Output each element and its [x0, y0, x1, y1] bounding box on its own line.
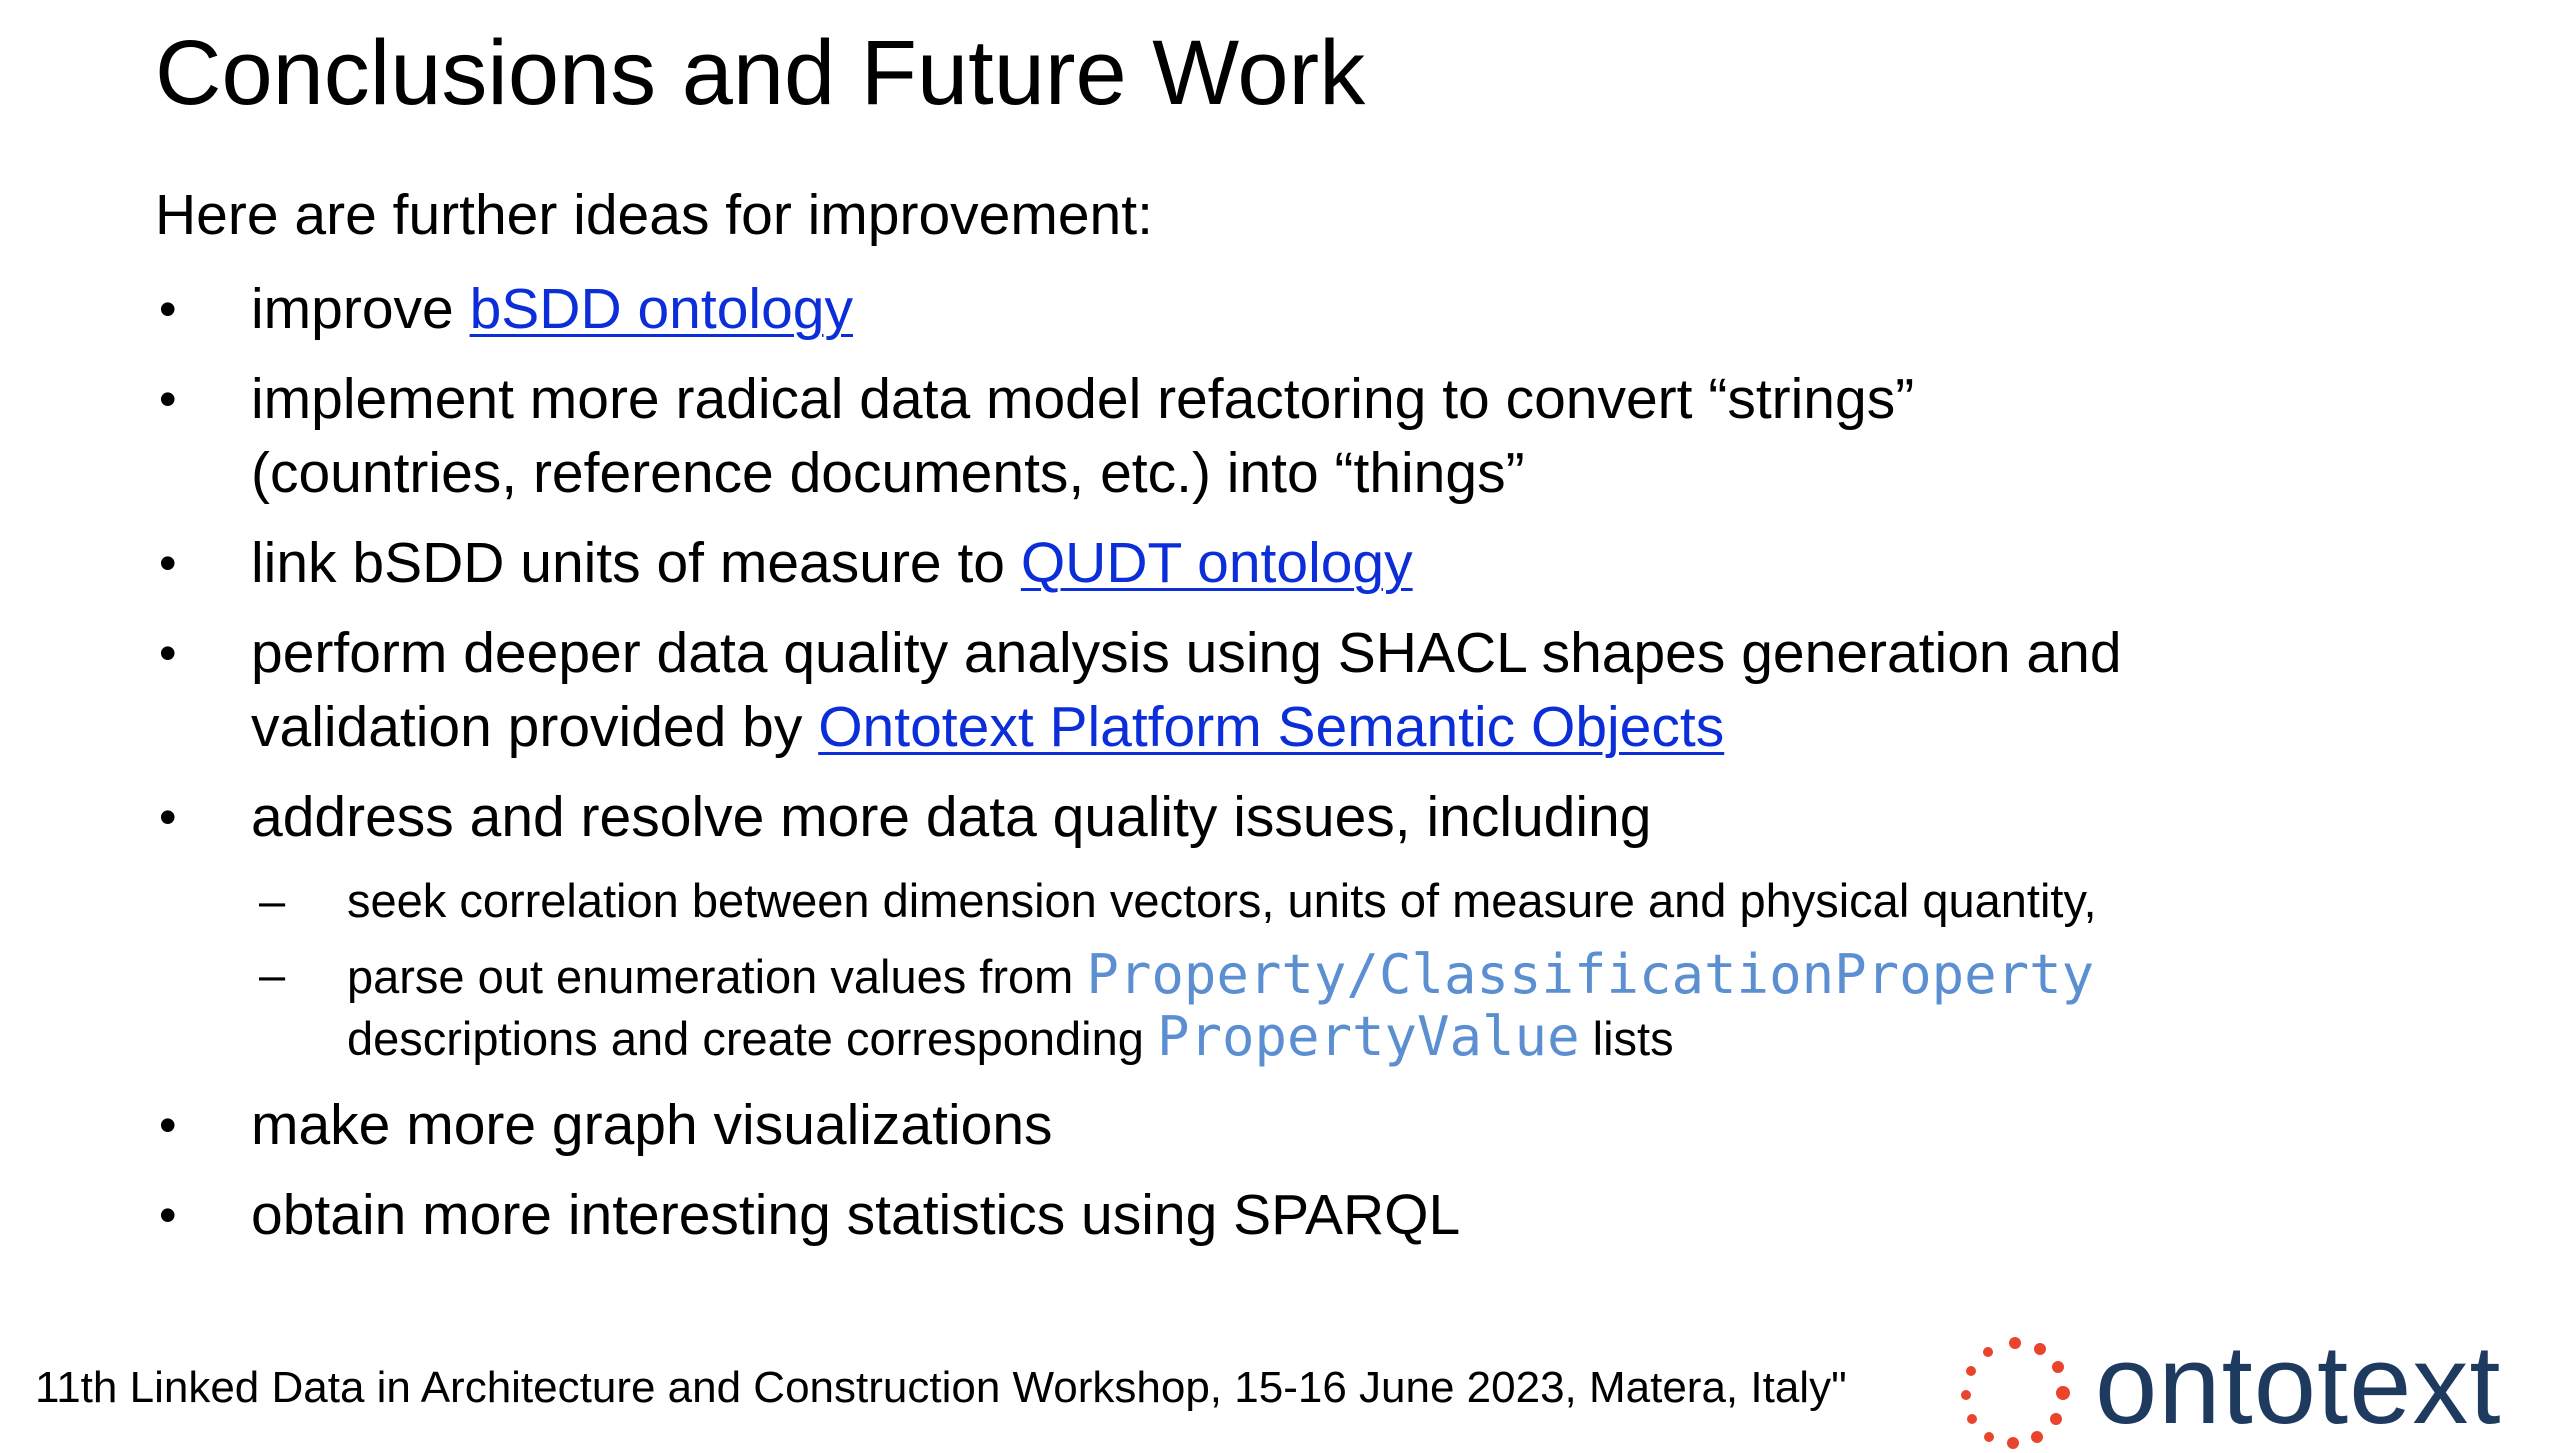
ontotext-platform-link[interactable]: Ontotext Platform Semantic Objects: [818, 695, 1725, 759]
sub-bullet-text-line2: [347, 1006, 2497, 1070]
bullet-text-line1: implement more radical data model refactoring to convert “strings”: [251, 367, 1915, 431]
bullet-text: [251, 272, 2501, 346]
bullet-text: obtain more interesting statistics using SPARQL: [251, 1183, 1461, 1247]
sub-bullet-suffix: lists: [1579, 1012, 1674, 1065]
bullet-text-line2: (countries, reference documents, etc.) into “things”: [251, 441, 1525, 505]
sub-bullet-text: seek correlation between dimension vectors, units of measure and physical quantity,: [347, 874, 2097, 927]
logo-wordmark: ontotext: [2095, 1322, 2502, 1447]
bullet-dot: •: [159, 1097, 177, 1153]
bullet-text: [251, 526, 2501, 600]
bullet-text-line1: perform deeper data quality analysis using SHACL shapes generation and: [251, 621, 2122, 685]
bullet-text-prefix: link bSDD units of measure to: [251, 531, 1021, 595]
sub-bullet-dash: –: [259, 948, 286, 1001]
code-property-classification: Property/ClassificationProperty: [1086, 943, 2095, 1006]
ontotext-dotted-circle-logo-icon: [1955, 1333, 2075, 1453]
code-property-value: PropertyValue: [1156, 1005, 1580, 1068]
bullet-dot: •: [159, 789, 177, 845]
intro-text: Here are further ideas for improvement:: [155, 183, 1153, 247]
sub-bullet-dash: –: [259, 874, 286, 927]
bullet-text: make more graph visualizations: [251, 1093, 1053, 1157]
footer-text: 11th Linked Data in Architecture and Construction Workshop, 15-16 June 2023, Matera, Italy": [35, 1363, 1847, 1412]
sub-bullet-prefix: descriptions and create corresponding: [347, 1012, 1157, 1065]
bullet-dot: •: [159, 281, 177, 337]
bullet-dot: •: [159, 625, 177, 681]
bullet-text-prefix: validation provided by: [251, 695, 819, 759]
bullet-text-prefix: improve: [251, 277, 470, 341]
bullet-dot: •: [159, 1187, 177, 1243]
bullet-text: address and resolve more data quality issues, including: [251, 785, 1652, 849]
bullet-dot: •: [159, 535, 177, 591]
sub-bullet-text-line1: [347, 944, 2497, 1008]
bullet-text-line2: [251, 690, 2501, 764]
bsdd-ontology-link[interactable]: bSDD ontology: [469, 277, 853, 341]
ontotext-logo: [1955, 1322, 2555, 1447]
sub-bullet-prefix: parse out enumeration values from: [347, 950, 1087, 1003]
slide-title: Conclusions and Future Work: [155, 22, 1366, 124]
bullet-dot: •: [159, 371, 177, 427]
qudt-ontology-link[interactable]: QUDT ontology: [1020, 531, 1413, 595]
